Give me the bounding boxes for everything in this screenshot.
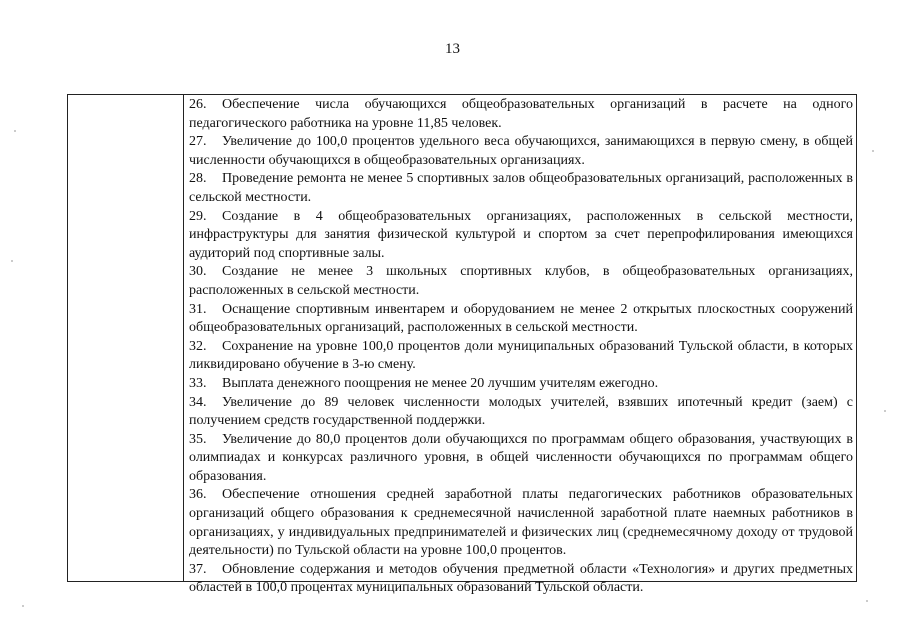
item-text: Создание не менее 3 школьных спортивных клубов, в общеобразовательных организациях, расположенных в сельской местности. [189,264,853,298]
item-number: 30. [189,264,207,280]
item-text: Проведение ремонта не менее 5 спортивных залов общеобразовательных организаций, расположенных в сельской местности. [189,171,853,205]
item-text: Обновление содержания и методов обучения предметной области «Технология» и других предметных областей в 100,0 процентах муниципальных образований Тульской области. [189,561,853,596]
page-number: 13 [445,41,460,57]
list-item [189,431,853,487]
item-text: Увеличение до 89 человек численности молодых учителей, взявших ипотечный кредит (заем) с получением средств государственной поддержки. [189,394,853,429]
list-item [189,133,853,170]
list-item [189,96,853,133]
scan-speck [22,605,24,607]
list-item [189,375,853,394]
list-item [189,170,853,207]
list-item [189,338,853,375]
document-table [67,94,857,596]
list-item [189,486,853,560]
list-item [189,263,853,300]
item-text: Обеспечение отношения средней заработной платы педагогических работников образовательных организаций общего образования к среднемесячной начисленной заработной плате наемных работников в организациях, у индивидуальных предпринимателей и физических лиц (среднемесячному доходу от трудовой деятельности) по Тульской области на уровне 100,0 процентов. [189,487,853,559]
item-text: Создание в 4 общеобразовательных организациях, расположенных в сельской местности, инфраструктуры для занятия физической культурой и спортом за счет перепрофилирования имеющихся аудиторий под спортивные залы. [189,208,853,261]
table-left-column [68,95,184,581]
item-number: 34. [189,394,207,410]
scan-speck [872,150,874,152]
list-item [189,561,853,598]
item-text: Увеличение до 100,0 процентов удельного веса обучающихся, занимающихся в первую смену, в общей численности обучающихся в общеобразовательных организациях. [189,134,853,168]
table-right-column [189,96,853,598]
item-text: Увеличение до 80,0 процентов доли обучающихся по программам общего образования, участвующих в олимпиадах и конкурсах различного уровня, в общей численности обучающихся по программам общего образования. [189,431,853,484]
item-number: 32. [189,338,207,354]
scan-speck [11,260,13,262]
item-number: 29. [189,208,207,224]
scan-speck [884,410,886,412]
scan-speck [14,130,16,132]
item-number: 31. [189,301,207,317]
scan-speck [866,600,868,602]
item-number: 26. [189,97,207,112]
item-number: 36. [189,487,207,503]
item-number: 33. [189,375,207,391]
item-number: 27. [189,134,207,150]
item-number: 28. [189,171,207,187]
item-number: 37. [189,561,207,577]
item-text: Обеспечение числа обучающихся общеобразовательных организаций в расчете на одного педагогического работника на уровне 11,85 человек. [189,97,853,131]
item-text: Оснащение спортивным инвентарем и оборудованием не менее 2 открытых плоскостных сооружений общеобразовательных организаций, расположенных в сельской местности. [189,301,853,336]
list-item [189,394,853,431]
list-item [189,301,853,338]
item-text: Выплата денежного поощрения не менее 20 лучшим учителям ежегодно. [222,375,659,391]
item-number: 35. [189,431,207,447]
list-item [189,208,853,264]
item-text: Сохранение на уровне 100,0 процентов доли муниципальных образований Тульской области, в которых ликвидировано обучение в 3-ю смену. [189,338,853,373]
